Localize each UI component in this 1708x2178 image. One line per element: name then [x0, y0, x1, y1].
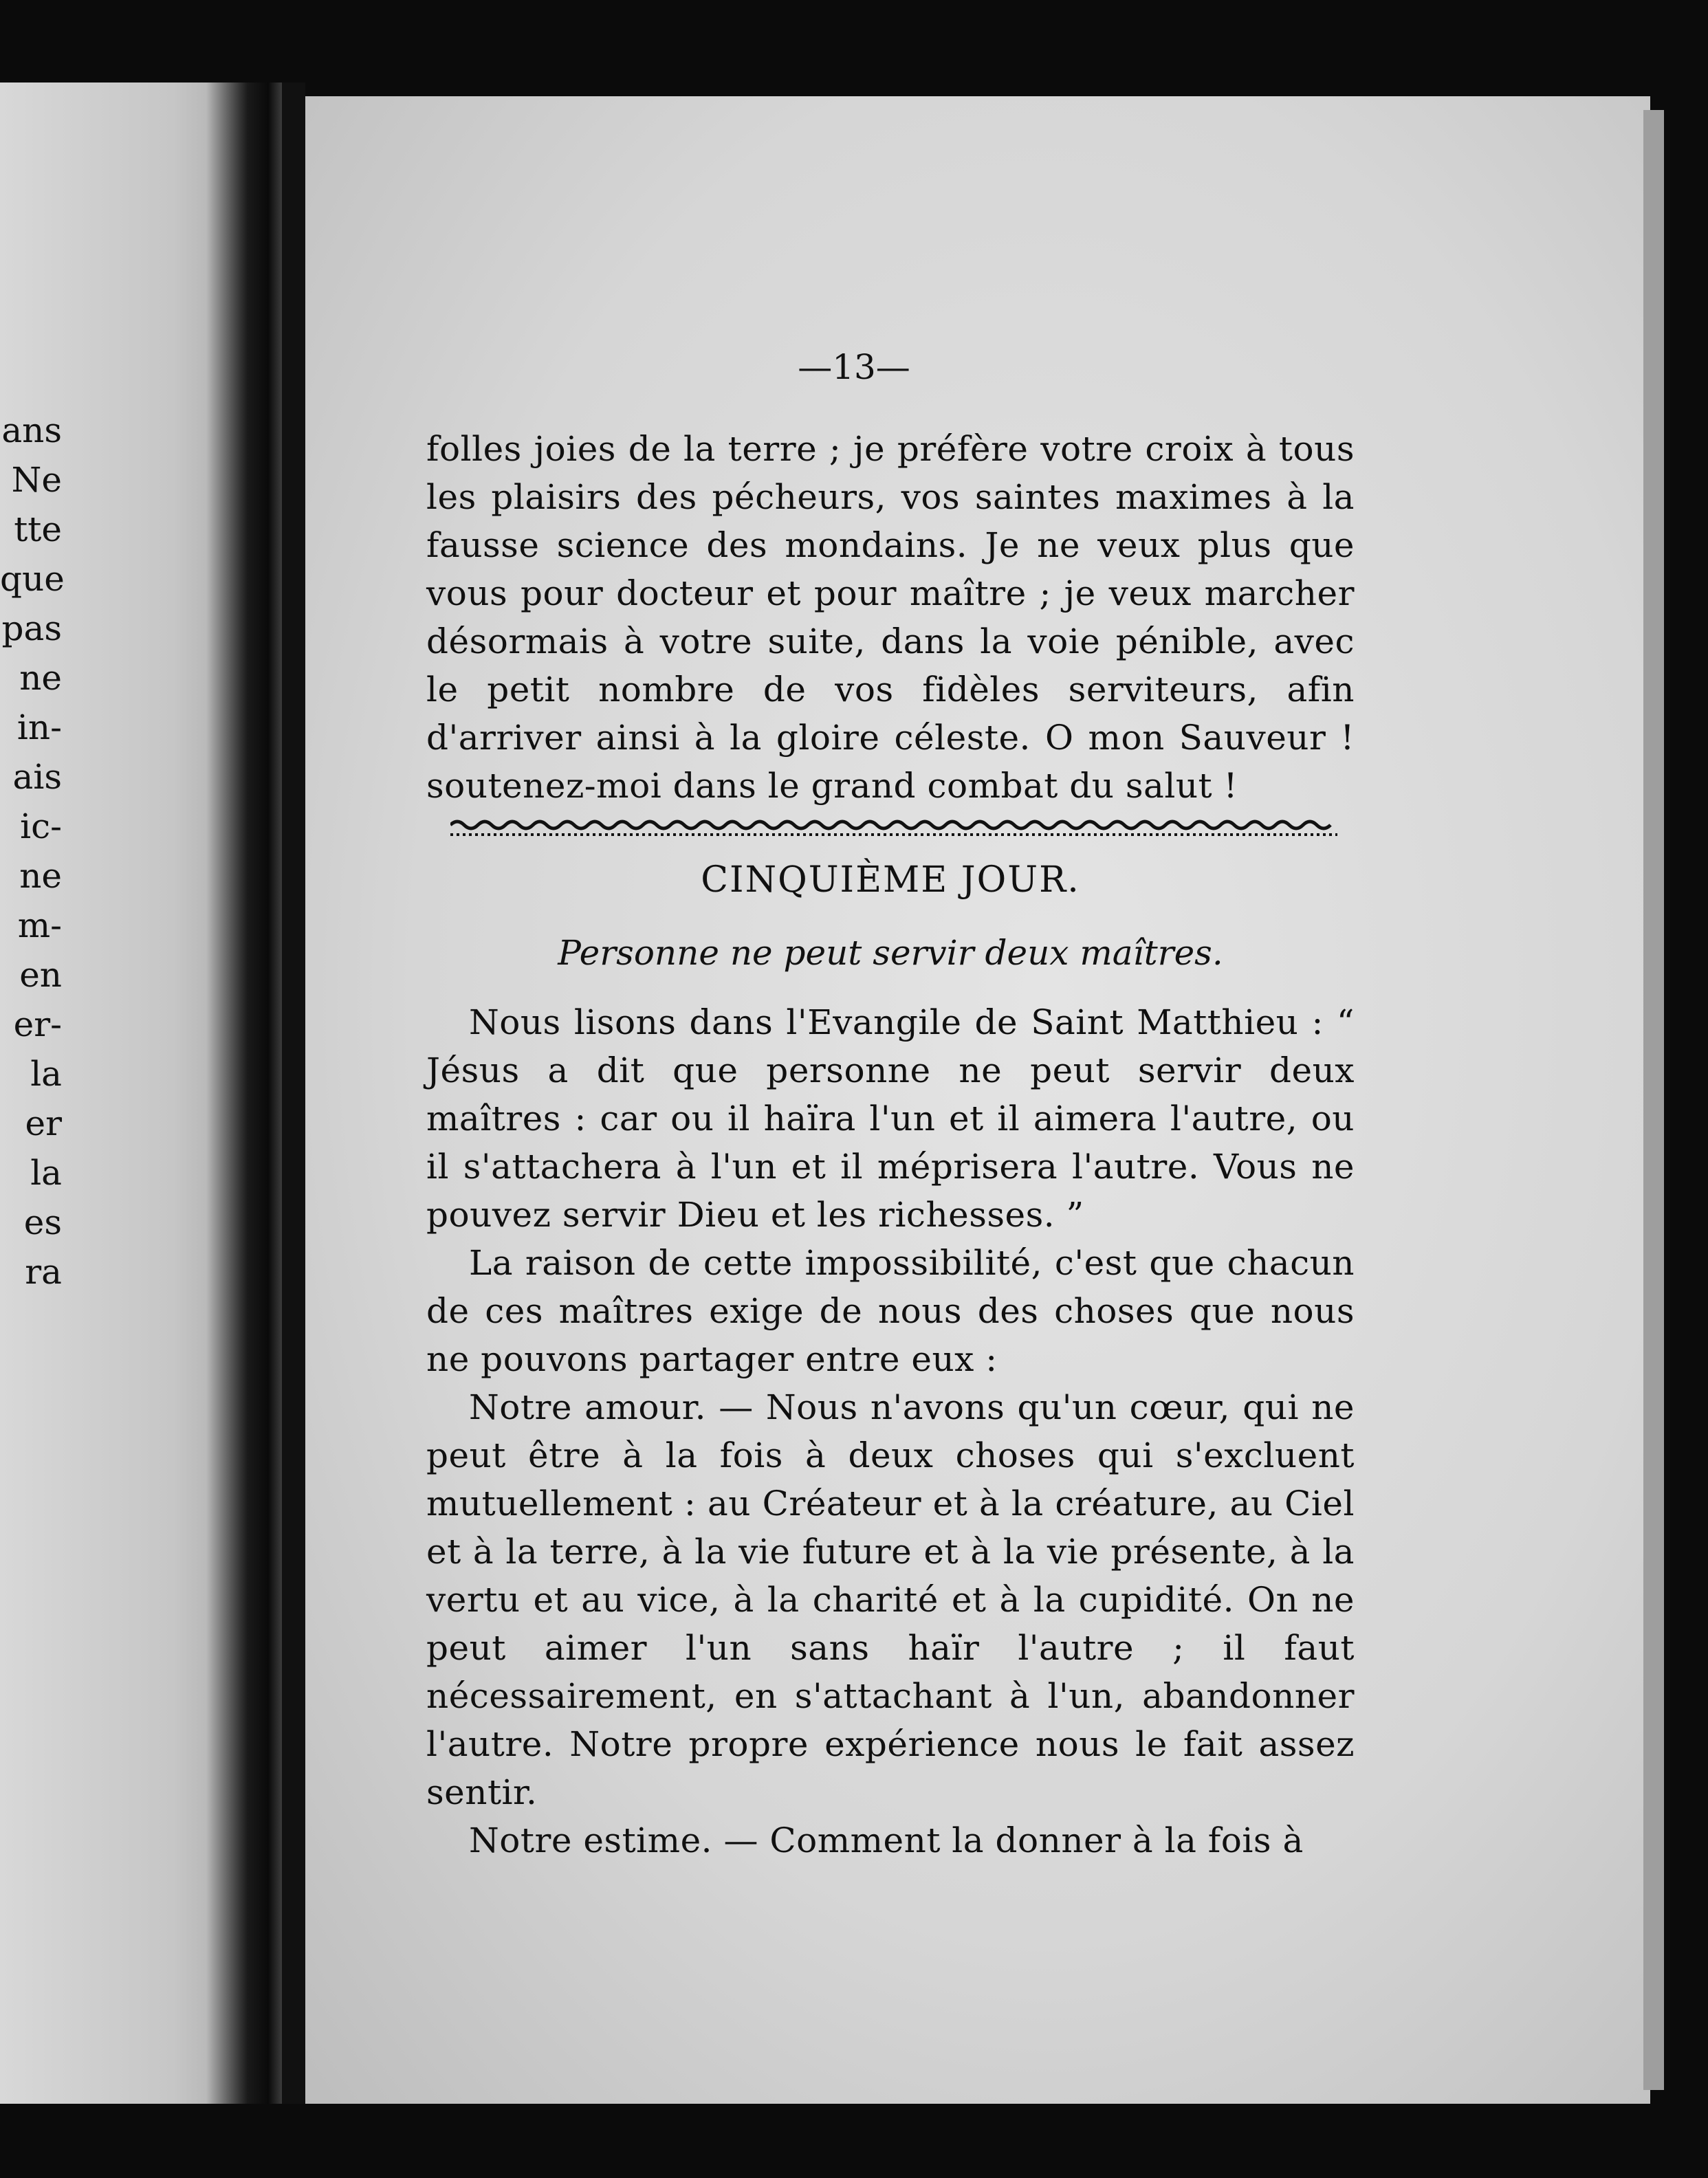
left-page-fragment: pas	[1, 608, 62, 648]
left-page-fragment: Ne	[11, 460, 62, 500]
left-page-fragment: que	[0, 559, 65, 599]
paragraph-evangile: Nous lisons dans l'Evangile de Saint Matthieu : “ Jésus a dit que personne ne peut servir deux maîtres : car ou il haïra l'un et il aimera l'autre, ou il s'attachera à l'un et il méprisera l'autre. Vous ne pouvez servir Dieu et les richesses. ”	[426, 1002, 1355, 1235]
paragraph-raison: La raison de cette impossibilité, c'est que chacun de ces maîtres exige de nous des choses que nous ne pouvons partager entre eux :	[426, 1243, 1355, 1379]
left-page-fragment: er	[25, 1103, 62, 1143]
left-page-fragment: la	[30, 1153, 62, 1193]
left-page-fragment: ne	[19, 658, 62, 698]
left-page-fragment: tte	[14, 509, 62, 549]
paragraph-estime: Notre estime. — Comment la donner à la fois à	[469, 1820, 1304, 1860]
left-page-fragment: ra	[25, 1252, 62, 1292]
left-page-fragment: m-	[17, 905, 62, 945]
section-subtitle: Personne ne peut servir deux maîtres.	[558, 933, 1223, 973]
left-page-fragment: es	[23, 1202, 62, 1242]
opening-paragraph: folles joies de la terre ; je préfère votre croix à tous les plaisirs des pécheurs, vos saintes maximes à la fausse science des mondains. Je ne veux plus que vous pour docteur et pour maître ; je veux marcher désormais à votre suite, dans la voie pénible, avec le petit nombre de vos fidèles serviteurs, afin d'arriver ainsi à la gloire céleste. O mon Sauveur ! soutenez-moi dans le grand combat du salut !	[426, 429, 1355, 806]
left-page-fragment: ic-	[20, 806, 62, 846]
section-title: CINQUIÈME JOUR.	[701, 859, 1080, 901]
left-page-fragment: in-	[17, 707, 62, 747]
left-page-fragment: la	[30, 1054, 62, 1094]
left-page-fragment: ais	[12, 757, 62, 797]
left-page-fragment: en	[19, 955, 62, 995]
paragraph-amour: Notre amour. — Nous n'avons qu'un cœur, qui ne peut être à la fois à deux choses qui s'excluent mutuellement : au Créateur et à la créature, au Ciel et à la terre, à la vie future et à la vie présente, à la vertu et au vice, à la charité et à la cupidité. On ne peut aimer l'un sans haïr l'autre ; il faut nécessairement, en s'attachant à l'un, abandonner l'autre. Notre propre expérience nous le fait assez sentir.	[426, 1387, 1355, 1812]
page-edge	[1643, 110, 1664, 2090]
opening-paragraph-block	[426, 425, 1355, 810]
ornamental-rule	[450, 818, 1337, 842]
page-number: —13—	[798, 347, 910, 387]
body-text	[426, 998, 1355, 1864]
left-page-fragment: ne	[19, 856, 62, 896]
left-page-fragment: ans	[1, 410, 62, 450]
left-page-fragment: er-	[13, 1004, 62, 1044]
